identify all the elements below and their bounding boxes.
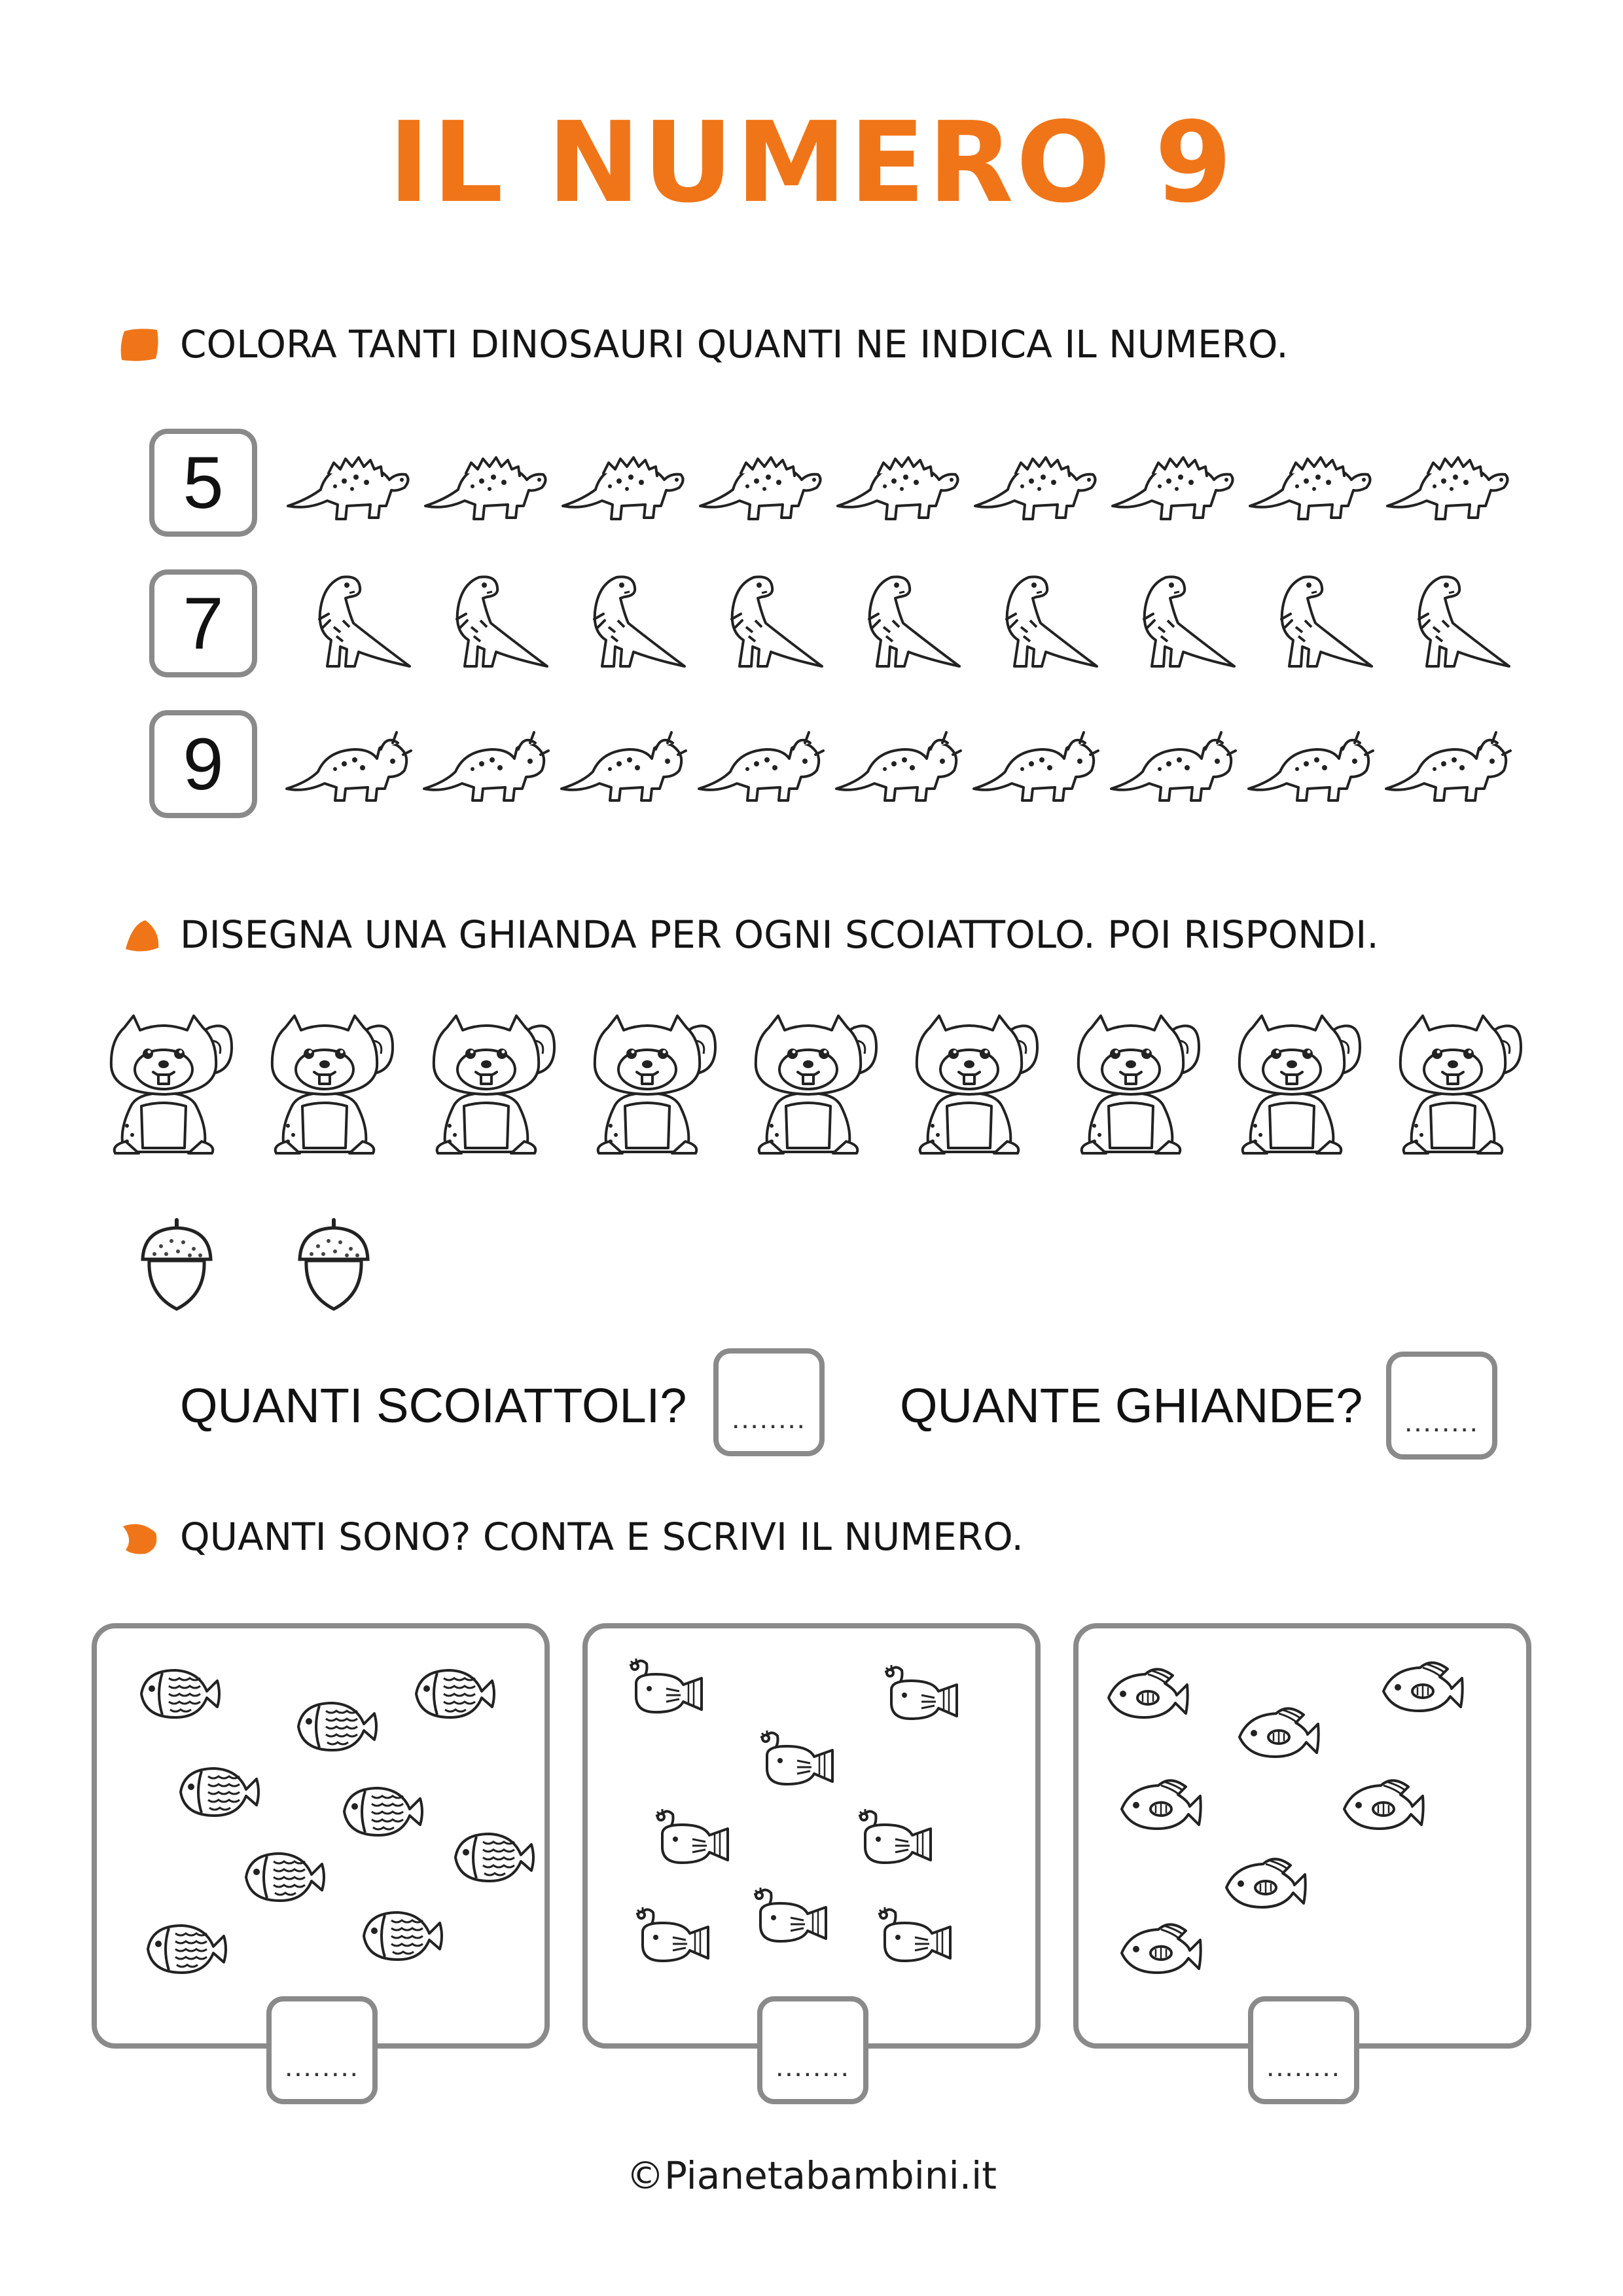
angler-fish-icon bbox=[849, 1805, 935, 1874]
triceratops-icon bbox=[1381, 709, 1512, 823]
question-acorns: QUANTE GHIANDE? bbox=[900, 1378, 1363, 1433]
t-rex-icon bbox=[969, 568, 1099, 683]
page-title: IL NUMERO 9 bbox=[388, 98, 1235, 228]
number-box-7: 7 bbox=[149, 569, 257, 677]
triceratops-icon bbox=[831, 709, 962, 823]
instruction-draw-acorns: DISEGNA UNA GHIANDA PER OGNI SCOIATTOLO. POI RISPONDI. bbox=[180, 912, 1379, 957]
fish-panel-1 bbox=[92, 1623, 550, 2049]
acorn-icon bbox=[294, 1217, 373, 1316]
tropical-fish-icon bbox=[1236, 1700, 1321, 1769]
squirrel-row bbox=[98, 1001, 1525, 1158]
footer-copyright: ©Pianetabambini.it bbox=[626, 2153, 997, 2198]
stegosaurus-icon bbox=[969, 427, 1099, 542]
squirrel-icon bbox=[98, 1001, 236, 1158]
number-box-5: 5 bbox=[149, 429, 257, 537]
triceratops-icon bbox=[969, 709, 1099, 823]
t-rex-icon bbox=[556, 568, 687, 683]
orange-bullet-icon bbox=[119, 918, 161, 953]
scaly-fish-icon bbox=[411, 1661, 496, 1730]
t-rex-icon bbox=[281, 568, 412, 683]
answer-box-panel-3[interactable]: ........ bbox=[1248, 1996, 1359, 2104]
stegosaurus-icon bbox=[1381, 427, 1512, 542]
squirrel-icon bbox=[904, 1001, 1041, 1158]
angler-fish-icon bbox=[647, 1805, 732, 1874]
stegosaurus-icon bbox=[831, 427, 962, 542]
dinosaur-row-triceratops bbox=[281, 704, 1512, 828]
stegosaurus-icon bbox=[281, 427, 412, 542]
angler-fish-icon bbox=[876, 1661, 961, 1730]
angler-fish-icon bbox=[751, 1727, 836, 1795]
dinosaur-row-trex bbox=[281, 563, 1512, 687]
stegosaurus-icon bbox=[1243, 427, 1374, 542]
stegosaurus-icon bbox=[419, 427, 550, 542]
triceratops-icon bbox=[281, 709, 412, 823]
t-rex-icon bbox=[1106, 568, 1237, 683]
scaly-fish-icon bbox=[359, 1903, 444, 1972]
triceratops-icon bbox=[694, 709, 825, 823]
t-rex-icon bbox=[1243, 568, 1374, 683]
fish-panel-3 bbox=[1073, 1623, 1531, 2049]
squirrel-icon bbox=[259, 1001, 397, 1158]
squirrel-icon bbox=[743, 1001, 880, 1158]
triceratops-icon bbox=[1106, 709, 1237, 823]
scaly-fish-icon bbox=[241, 1844, 326, 1913]
scaly-fish-icon bbox=[293, 1694, 378, 1763]
tropical-fish-icon bbox=[1105, 1661, 1190, 1730]
squirrel-icon bbox=[1065, 1001, 1203, 1158]
squirrel-icon bbox=[582, 1001, 719, 1158]
stegosaurus-icon bbox=[694, 427, 825, 542]
angler-fish-icon bbox=[745, 1884, 830, 1952]
question-squirrels: QUANTI SCOIATTOLI? bbox=[180, 1378, 687, 1433]
number-box-9: 9 bbox=[149, 710, 257, 818]
orange-bullet-icon bbox=[119, 1520, 161, 1555]
tropical-fish-icon bbox=[1222, 1851, 1308, 1920]
answer-box-acorns[interactable]: ........ bbox=[1386, 1352, 1497, 1460]
squirrel-icon bbox=[1226, 1001, 1364, 1158]
orange-bullet-icon bbox=[119, 327, 161, 363]
triceratops-icon bbox=[419, 709, 550, 823]
t-rex-icon bbox=[831, 568, 962, 683]
scaly-fish-icon bbox=[175, 1759, 260, 1828]
answer-box-panel-1[interactable]: ........ bbox=[266, 1996, 378, 2104]
acorn-icon bbox=[137, 1217, 216, 1316]
instruction-color-dinosaurs: COLORA TANTI DINOSAURI QUANTI NE INDICA IL NUMERO. bbox=[180, 322, 1289, 367]
angler-fish-icon bbox=[627, 1903, 712, 1972]
triceratops-icon bbox=[1243, 709, 1374, 823]
stegosaurus-icon bbox=[556, 427, 687, 542]
angler-fish-icon bbox=[620, 1655, 705, 1723]
answer-box-squirrels[interactable]: ........ bbox=[713, 1348, 825, 1456]
t-rex-icon bbox=[1381, 568, 1512, 683]
t-rex-icon bbox=[694, 568, 825, 683]
scaly-fish-icon bbox=[339, 1779, 424, 1848]
scaly-fish-icon bbox=[450, 1825, 535, 1893]
tropical-fish-icon bbox=[1340, 1772, 1425, 1841]
scaly-fish-icon bbox=[136, 1661, 221, 1730]
instruction-count-fish: QUANTI SONO? CONTA E SCRIVI IL NUMERO. bbox=[180, 1515, 1024, 1559]
answer-box-panel-2[interactable]: ........ bbox=[757, 1996, 868, 2104]
fish-panel-2 bbox=[582, 1623, 1041, 2049]
stegosaurus-icon bbox=[1106, 427, 1237, 542]
tropical-fish-icon bbox=[1118, 1916, 1203, 1985]
squirrel-icon bbox=[421, 1001, 558, 1158]
tropical-fish-icon bbox=[1380, 1655, 1465, 1723]
dinosaur-row-stegosaurus bbox=[281, 422, 1512, 547]
tropical-fish-icon bbox=[1118, 1772, 1203, 1841]
t-rex-icon bbox=[419, 568, 550, 683]
squirrel-icon bbox=[1387, 1001, 1525, 1158]
triceratops-icon bbox=[556, 709, 687, 823]
angler-fish-icon bbox=[869, 1903, 954, 1972]
scaly-fish-icon bbox=[143, 1916, 228, 1985]
